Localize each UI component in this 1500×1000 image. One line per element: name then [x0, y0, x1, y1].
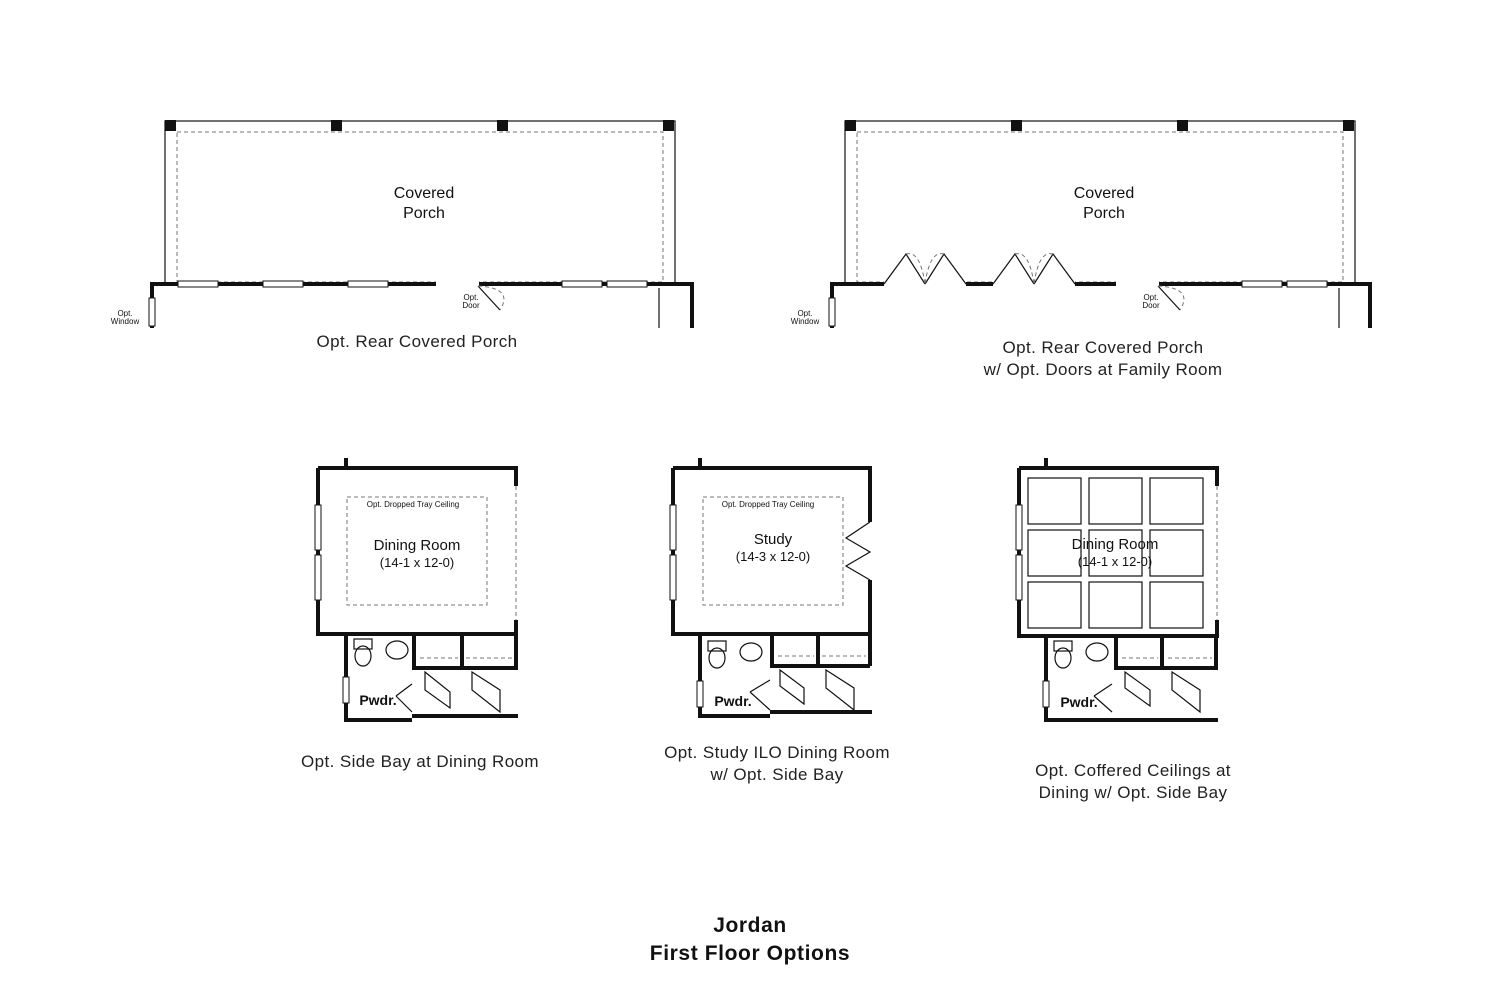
porch-left-post-1	[165, 120, 176, 131]
plan-study-powder-label: Pwdr.	[714, 693, 752, 709]
plan-study-room-name: Study	[753, 531, 793, 548]
plan-dining-diagram	[315, 458, 518, 720]
porch-left-caption	[267, 331, 567, 353]
plan-coffered-powder-label: Pwdr.	[1060, 694, 1098, 710]
porch-left-side-window	[149, 298, 155, 326]
plan-dining-sink-icon	[386, 641, 408, 659]
porch-left-post-4	[663, 120, 674, 131]
plan-coffered-ceiling-grid	[1028, 478, 1203, 628]
porch-left-outline	[165, 121, 675, 285]
porch-right-window-note-1: Opt.	[797, 309, 813, 318]
plan-study-caption-line-2: w/ Opt. Side Bay	[710, 765, 844, 784]
porch-right-room-label-1: Covered	[1073, 185, 1135, 202]
porch-left-post-3	[497, 120, 508, 131]
plan-dining-room-name: Dining Room	[373, 537, 461, 554]
plan-coffered-toilet-tank	[1054, 641, 1072, 651]
porch-right-caption-line-1: Opt. Rear Covered Porch	[1002, 338, 1204, 357]
plan-coffered-window-1	[1016, 505, 1022, 550]
plan-study-closet-door-2	[826, 670, 854, 710]
porch-right-post-4	[1343, 120, 1354, 131]
plan-coffered-room-size: (14-1 x 12-0)	[1077, 554, 1153, 569]
porch-right-window-note-2: Window	[790, 317, 820, 326]
porch-right-room-label-2: Porch	[1083, 205, 1125, 222]
porch-left-window-1	[178, 281, 218, 287]
porch-left-window-note-1: Opt.	[117, 309, 133, 318]
plan-study-room-size: (14-3 x 12-0)	[735, 549, 811, 564]
porch-right-window-1	[1242, 281, 1282, 287]
porch-left-window-3	[348, 281, 388, 287]
porch-left-door-leaf	[478, 286, 500, 310]
porch-right-door-note-1: Opt.	[1143, 293, 1159, 302]
plan-study-sink-icon	[740, 643, 762, 661]
plan-dining-powder-label: Pwdr.	[359, 692, 397, 708]
porch-left-door-note-1: Opt.	[463, 293, 479, 302]
porch-left-house-wall	[152, 284, 692, 328]
plan-coffered-diagram	[1016, 458, 1218, 720]
plan-dining-closet-door-2	[472, 672, 500, 712]
plan-study-closet-door-1	[780, 670, 804, 704]
plan-study-window-2	[670, 555, 676, 600]
porch-right-post-1	[845, 120, 856, 131]
porch-left-door-note-2: Door	[462, 301, 480, 310]
plan-study-powder-door	[750, 680, 770, 710]
porch-right-french-door-2	[993, 254, 1075, 284]
plan-coffered-sink-icon	[1086, 643, 1108, 661]
porch-right-post-3	[1177, 120, 1188, 131]
porch-left-room-label-2: Porch	[403, 205, 445, 222]
plan-coffered-powder-window	[1043, 681, 1049, 707]
plan-coffered-caption-line-2: Dining w/ Opt. Side Bay	[1038, 783, 1228, 802]
plan-coffered-caption-line-1: Opt. Coffered Ceilings at	[1035, 761, 1231, 780]
porch-right-side-window	[829, 298, 835, 326]
porch-right-house-wall	[832, 284, 1370, 328]
porch-right-door-leaf	[1158, 286, 1180, 310]
porch-left-diagram	[111, 120, 692, 328]
sheet-subtitle: First Floor Options	[649, 942, 851, 965]
porch-right-diagram	[791, 120, 1370, 328]
plan-coffered-closet-door-2	[1172, 672, 1200, 712]
plan-coffered-room-name: Dining Room	[1071, 536, 1159, 553]
plan-dining-window-2	[315, 555, 321, 600]
porch-right-post-2	[1011, 120, 1022, 131]
sheet-title: Jordan	[713, 914, 787, 937]
porch-left-window-5	[607, 281, 647, 287]
plan-study-caption	[627, 742, 927, 786]
plan-study-french-doors	[846, 522, 870, 580]
porch-right-window-2	[1287, 281, 1327, 287]
plan-dining-room-size: (14-1 x 12-0)	[379, 555, 455, 570]
porch-left-window-2	[263, 281, 303, 287]
plan-study-diagram	[670, 458, 872, 716]
porch-left-post-2	[331, 120, 342, 131]
plan-coffered-window-2	[1016, 555, 1022, 600]
plan-coffered-caption	[983, 760, 1283, 804]
plan-study-ceiling-note: Opt. Dropped Tray Ceiling	[721, 500, 815, 509]
plan-study-window-1	[670, 505, 676, 550]
plan-dining-closet-door-1	[425, 672, 450, 708]
plan-dining-caption	[270, 751, 570, 773]
porch-right-caption	[948, 337, 1258, 381]
porch-right-door-note-2: Door	[1142, 301, 1160, 310]
porch-left-door-opening	[436, 281, 479, 287]
porch-right-french-door-1	[884, 254, 966, 284]
porch-right-caption-line-2: w/ Opt. Doors at Family Room	[983, 360, 1223, 379]
plan-dining-powder-door	[396, 684, 412, 712]
porch-right-french-door-1-swing	[906, 254, 944, 284]
porch-left-window-note-2: Window	[110, 317, 140, 326]
porch-right-outline	[845, 121, 1355, 285]
porch-left-room-label-1: Covered	[393, 185, 455, 202]
porch-right-door-opening	[1116, 281, 1159, 287]
plan-study-caption-line-1: Opt. Study ILO Dining Room	[664, 743, 890, 762]
plan-study-powder-window	[697, 681, 703, 707]
plan-dining-toilet-tank	[354, 639, 372, 649]
plan-study-toilet-tank	[708, 641, 726, 651]
plan-dining-ceiling-note: Opt. Dropped Tray Ceiling	[366, 500, 460, 509]
porch-left-window-4	[562, 281, 602, 287]
porch-right-french-door-2-swing	[1015, 254, 1053, 284]
plan-dining-powder-window	[343, 677, 349, 703]
porch-left-caption-text: Opt. Rear Covered Porch	[316, 332, 518, 351]
plan-dining-caption-text: Opt. Side Bay at Dining Room	[301, 752, 539, 771]
plan-coffered-closet-door-1	[1125, 672, 1150, 706]
plan-dining-window-1	[315, 505, 321, 550]
